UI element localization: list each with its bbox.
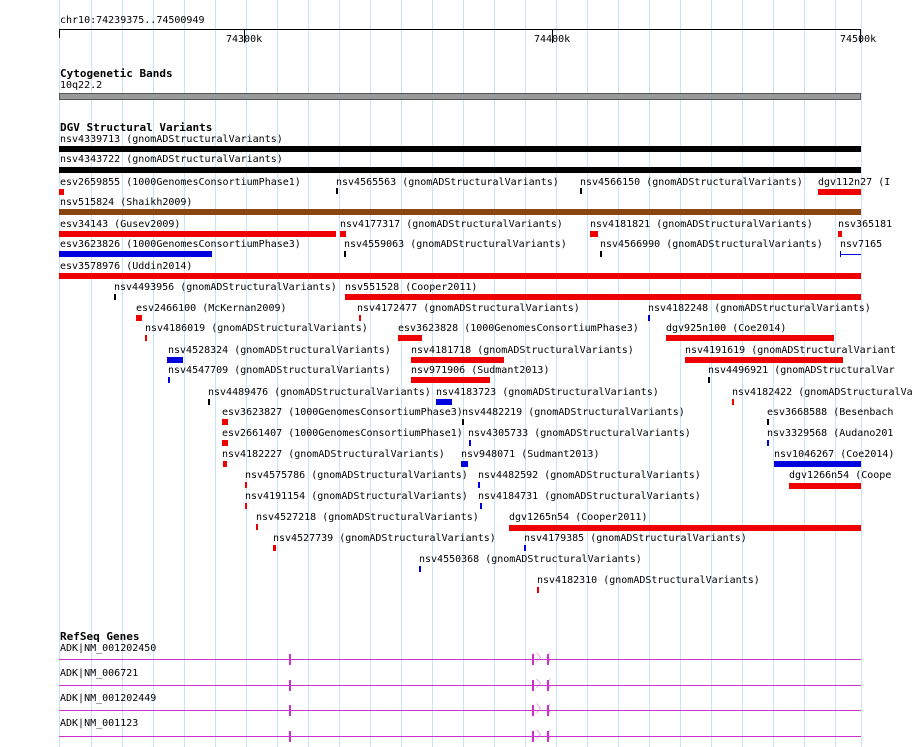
- variant-feature[interactable]: [256, 524, 258, 530]
- variant-feature[interactable]: [59, 146, 861, 152]
- variant-feature[interactable]: [411, 357, 504, 363]
- variant-feature[interactable]: [600, 251, 602, 257]
- variant-label[interactable]: nsv551528 (Cooper2011): [345, 282, 478, 293]
- variant-label[interactable]: esv2466100 (McKernan2009): [136, 303, 287, 314]
- variant-label[interactable]: nsv4182310 (gnomADStructuralVariants): [537, 575, 760, 586]
- gene-intron[interactable]: [59, 685, 861, 686]
- variant-feature[interactable]: [478, 482, 480, 488]
- variant-label[interactable]: nsv4182227 (gnomADStructuralVariants): [222, 449, 445, 460]
- variant-label[interactable]: esv34143 (Gusev2009): [60, 219, 181, 230]
- variant-feature[interactable]: [59, 209, 861, 215]
- grid-line: [649, 0, 650, 747]
- gene-exon[interactable]: [289, 705, 291, 716]
- grid-line: [587, 0, 588, 747]
- variant-label[interactable]: nsv3329568 (Audano201: [767, 428, 894, 439]
- variant-label[interactable]: nsv4343722 (gnomADStructuralVariants): [60, 154, 283, 165]
- variant-feature[interactable]: [114, 294, 116, 300]
- variant-feature[interactable]: [708, 377, 710, 383]
- variant-feature[interactable]: [273, 545, 276, 551]
- grid-line: [680, 0, 681, 747]
- variant-feature[interactable]: [580, 188, 582, 194]
- variant-feature[interactable]: [436, 399, 452, 405]
- variant-label[interactable]: nsv4489476 (gnomADStructuralVariants): [208, 387, 431, 398]
- variant-label[interactable]: dgv1266n54 (Coope: [789, 470, 892, 481]
- variant-feature[interactable]: [524, 545, 526, 551]
- gene-exon[interactable]: [289, 731, 291, 742]
- variant-label[interactable]: nsv4184731 (gnomADStructuralVariants): [478, 491, 701, 502]
- grid-line: [401, 0, 402, 747]
- variant-label[interactable]: nsv971906 (Sudmant2013): [411, 365, 550, 376]
- cytoband-label: 10q22.2: [60, 80, 103, 91]
- variant-feature[interactable]: [245, 503, 247, 509]
- grid-line: [618, 0, 619, 747]
- variant-feature[interactable]: [666, 335, 834, 341]
- gene-intron[interactable]: [59, 736, 861, 737]
- variant-feature[interactable]: [136, 315, 142, 321]
- variant-label[interactable]: nsv4547709 (gnomADStructuralVariants): [168, 365, 391, 376]
- variant-feature[interactable]: [818, 189, 861, 195]
- ruler-tick-label: 74500k: [840, 34, 877, 45]
- variant-feature[interactable]: [590, 231, 598, 237]
- variant-feature[interactable]: [168, 377, 170, 383]
- variant-label[interactable]: nsv4182248 (gnomADStructuralVariants): [648, 303, 871, 314]
- gene-exon[interactable]: [532, 705, 534, 716]
- gene-exon[interactable]: [289, 680, 291, 691]
- variant-feature[interactable]: [345, 294, 861, 300]
- variant-label[interactable]: nsv4566990 (gnomADStructuralVariants): [600, 239, 823, 250]
- variant-label[interactable]: esv3623828 (1000GenomesConsortiumPhase3): [398, 323, 639, 334]
- ruler-axis: [59, 29, 861, 30]
- variant-feature[interactable]: [59, 167, 861, 173]
- variant-label[interactable]: nsv4179385 (gnomADStructuralVariants): [524, 533, 747, 544]
- variant-feature[interactable]: [480, 503, 482, 509]
- variant-feature[interactable]: [462, 419, 464, 425]
- variant-label[interactable]: nsv4482592 (gnomADStructuralVariants): [478, 470, 701, 481]
- strand-arrow-icon: 〉〈: [536, 704, 551, 715]
- variant-label[interactable]: nsv4181718 (gnomADStructuralVariants): [411, 345, 634, 356]
- variant-feature[interactable]: [208, 399, 210, 405]
- variant-label[interactable]: nsv4527739 (gnomADStructuralVariants): [273, 533, 496, 544]
- track-title-dgv[interactable]: DGV Structural Variants: [60, 121, 213, 134]
- variant-label[interactable]: dgv925n100 (Coe2014): [666, 323, 787, 334]
- variant-feature[interactable]: [789, 483, 861, 489]
- variant-feature[interactable]: [411, 377, 490, 383]
- variant-label[interactable]: nsv4550368 (gnomADStructuralVariants): [419, 554, 642, 565]
- variant-feature[interactable]: [469, 440, 471, 446]
- gene-exon[interactable]: [532, 731, 534, 742]
- variant-label[interactable]: nsv4183723 (gnomADStructuralVariants): [436, 387, 659, 398]
- variant-label[interactable]: dgv1265n54 (Cooper2011): [509, 512, 648, 523]
- gene-exon[interactable]: [532, 680, 534, 691]
- variant-label[interactable]: nsv4181821 (gnomADStructuralVariants): [590, 219, 813, 230]
- cytoband-ideogram[interactable]: [59, 93, 861, 100]
- variant-label[interactable]: nsv4493956 (gnomADStructuralVariants): [114, 282, 337, 293]
- variant-label[interactable]: nsv4172477 (gnomADStructuralVariants): [357, 303, 580, 314]
- ruler-tick-label: 74300k: [226, 34, 263, 45]
- variant-label[interactable]: esv3623827 (1000GenomesConsortiumPhase3): [222, 407, 463, 418]
- variant-label[interactable]: nsv4177317 (gnomADStructuralVariants): [340, 219, 563, 230]
- track-title-refseq[interactable]: RefSeq Genes: [60, 630, 140, 643]
- variant-feature[interactable]: [359, 315, 361, 321]
- variant-label[interactable]: nsv7165: [840, 239, 883, 250]
- variant-label[interactable]: nsv4186019 (gnomADStructuralVariants): [145, 323, 368, 334]
- variant-label[interactable]: esv2661407 (1000GenomesConsortiumPhase1): [222, 428, 463, 439]
- ruler-location: chr10:74239375..74500949: [60, 15, 205, 26]
- variant-feature[interactable]: [419, 566, 421, 572]
- ruler-tick: [59, 29, 60, 38]
- variant-label[interactable]: nsv4528324 (gnomADStructuralVariants): [168, 345, 391, 356]
- variant-feature[interactable]: [398, 335, 422, 341]
- gene-label[interactable]: ADK|NM_001123: [60, 718, 139, 729]
- variant-feature[interactable]: [838, 231, 842, 237]
- strand-arrow-icon: 〉〈: [536, 679, 551, 690]
- variant-feature[interactable]: [344, 251, 346, 257]
- variant-label[interactable]: nsv4339713 (gnomADStructuralVariants): [60, 134, 283, 145]
- variant-label[interactable]: nsv365181: [838, 219, 893, 230]
- variant-label[interactable]: nsv4305733 (gnomADStructuralVariants): [468, 428, 691, 439]
- variant-feature[interactable]: [648, 315, 650, 321]
- variant-feature[interactable]: [340, 231, 346, 237]
- variant-label[interactable]: dgv112n27 (I: [818, 177, 891, 188]
- variant-label[interactable]: esv3578976 (Uddin2014): [60, 261, 193, 272]
- variant-label[interactable]: nsv4565563 (gnomADStructuralVariants): [336, 177, 559, 188]
- variant-label[interactable]: nsv515824 (Shaikh2009): [60, 197, 193, 208]
- variant-feature[interactable]: [145, 335, 147, 341]
- variant-feature[interactable]: [767, 419, 769, 425]
- variant-label[interactable]: nsv4575786 (gnomADStructuralVariants): [245, 470, 468, 481]
- variant-feature[interactable]: [774, 461, 861, 467]
- variant-feature[interactable]: [461, 461, 468, 467]
- variant-feature[interactable]: [537, 587, 539, 593]
- gene-intron[interactable]: [59, 710, 861, 711]
- variant-label[interactable]: nsv4559063 (gnomADStructuralVariants): [344, 239, 567, 250]
- variant-feature[interactable]: [840, 251, 841, 257]
- variant-label[interactable]: nsv4566150 (gnomADStructuralVariants): [580, 177, 803, 188]
- variant-label[interactable]: nsv4191619 (gnomADStructuralVariant: [685, 345, 896, 356]
- variant-feature[interactable]: [59, 273, 861, 279]
- grid-line: [556, 0, 557, 747]
- gene-exon[interactable]: [532, 654, 534, 665]
- variant-label[interactable]: nsv4482219 (gnomADStructuralVariants): [462, 407, 685, 418]
- strand-arrow-icon: 〉〈: [536, 653, 551, 664]
- strand-arrow-icon: 〉〈: [536, 730, 551, 741]
- ruler-tick-label: 74400k: [534, 34, 571, 45]
- variant-label[interactable]: esv3668588 (Besenbach: [767, 407, 894, 418]
- variant-feature[interactable]: [685, 357, 843, 363]
- gene-exon[interactable]: [289, 654, 291, 665]
- gene-label[interactable]: ADK|NM_006721: [60, 668, 139, 679]
- variant-label[interactable]: nsv948071 (Sudmant2013): [461, 449, 600, 460]
- track-title-cytoband[interactable]: Cytogenetic Bands: [60, 67, 173, 80]
- variant-feature[interactable]: [222, 419, 228, 425]
- variant-label[interactable]: nsv4527218 (gnomADStructuralVariants): [256, 512, 479, 523]
- variant-feature[interactable]: [59, 251, 212, 257]
- variant-label[interactable]: nsv4182422 (gnomADStructuralVa: [732, 387, 913, 398]
- variant-feature[interactable]: [840, 254, 861, 255]
- grid-line: [153, 0, 154, 747]
- variant-feature[interactable]: [245, 482, 247, 488]
- variant-label[interactable]: nsv4191154 (gnomADStructuralVariants): [245, 491, 468, 502]
- variant-label[interactable]: nsv4496921 (gnomADStructuralVar: [708, 365, 895, 376]
- variant-label[interactable]: nsv1046267 (Coe2014): [774, 449, 895, 460]
- variant-feature[interactable]: [509, 525, 861, 531]
- gene-intron[interactable]: [59, 659, 861, 660]
- variant-feature[interactable]: [223, 461, 227, 467]
- variant-label[interactable]: esv2659855 (1000GenomesConsortiumPhase1): [60, 177, 301, 188]
- gene-label[interactable]: ADK|NM_001202450: [60, 643, 157, 654]
- variant-feature[interactable]: [767, 440, 769, 446]
- variant-label[interactable]: esv3623826 (1000GenomesConsortiumPhase3): [60, 239, 301, 250]
- variant-feature[interactable]: [59, 231, 336, 237]
- variant-feature[interactable]: [59, 189, 64, 195]
- variant-feature[interactable]: [336, 188, 338, 194]
- variant-feature[interactable]: [167, 357, 183, 363]
- variant-feature[interactable]: [222, 440, 228, 446]
- gene-label[interactable]: ADK|NM_001202449: [60, 693, 157, 704]
- variant-feature[interactable]: [732, 399, 734, 405]
